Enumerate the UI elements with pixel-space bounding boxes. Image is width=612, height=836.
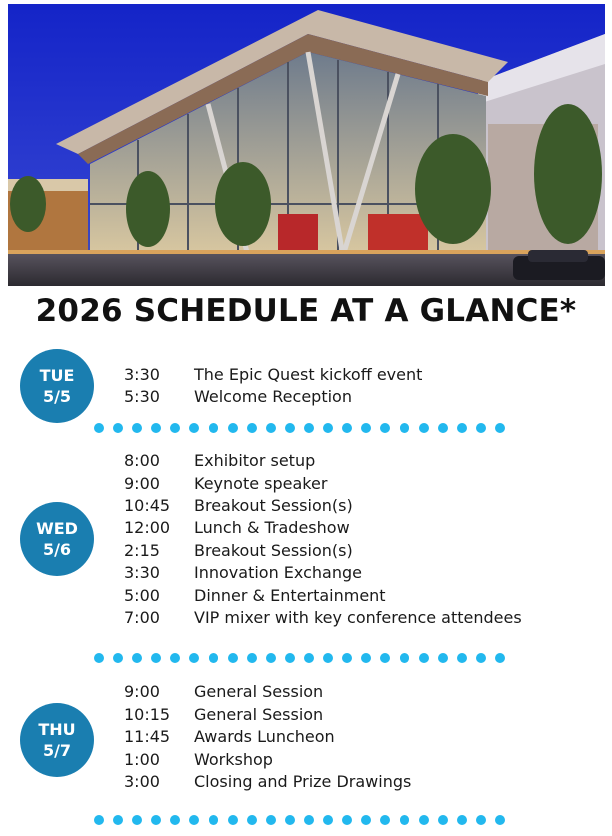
event-name: General Session (194, 682, 324, 701)
event-name: Breakout Session(s) (194, 541, 353, 560)
event-name: Welcome Reception (194, 387, 352, 406)
dotted-divider (94, 423, 514, 435)
event-time: 3:00 (124, 772, 160, 791)
day-date: 5/6 (42, 540, 72, 559)
day-weekday: WED (36, 519, 78, 538)
event-name: The Epic Quest kickoff event (194, 365, 423, 384)
event-time: 9:00 (124, 682, 160, 701)
event-time: 9:00 (124, 474, 160, 493)
event-name: Workshop (194, 750, 273, 769)
event-time: 10:45 (124, 496, 171, 515)
event-name: Innovation Exchange (194, 563, 362, 582)
event-name: VIP mixer with key conference attendees (194, 608, 522, 627)
hero-photo (8, 4, 605, 286)
event-name: General Session (194, 705, 324, 724)
event-name: Lunch & Tradeshow (194, 518, 350, 537)
event-time: 8:00 (124, 451, 160, 470)
day-date: 5/7 (42, 741, 72, 760)
event-name: Keynote speaker (194, 474, 328, 493)
day-weekday: THU (38, 720, 76, 739)
dotted-divider (94, 653, 514, 665)
event-name: Dinner & Entertainment (194, 586, 386, 605)
event-time: 3:30 (124, 365, 160, 384)
day-date: 5/5 (42, 387, 72, 406)
event-name: Closing and Prize Drawings (194, 772, 412, 791)
event-time: 10:15 (124, 705, 171, 724)
event-time: 2:15 (124, 541, 160, 560)
page-title: 2026 SCHEDULE AT A GLANCE* (35, 293, 577, 329)
convention-center-illustration (8, 4, 605, 286)
event-time: 11:45 (124, 727, 171, 746)
event-time: 7:00 (124, 608, 160, 627)
event-time: 3:30 (124, 563, 160, 582)
day-badge-tue (20, 349, 94, 423)
event-name: Awards Luncheon (194, 727, 335, 746)
event-name: Breakout Session(s) (194, 496, 353, 515)
day-weekday: TUE (39, 366, 75, 385)
event-time: 5:00 (124, 586, 160, 605)
day-badge-wed (20, 502, 94, 576)
dotted-divider (94, 815, 514, 827)
event-time: 5:30 (124, 387, 160, 406)
event-time: 12:00 (124, 518, 171, 537)
event-time: 1:00 (124, 750, 160, 769)
day-badge-thu (20, 703, 94, 777)
event-name: Exhibitor setup (194, 451, 316, 470)
